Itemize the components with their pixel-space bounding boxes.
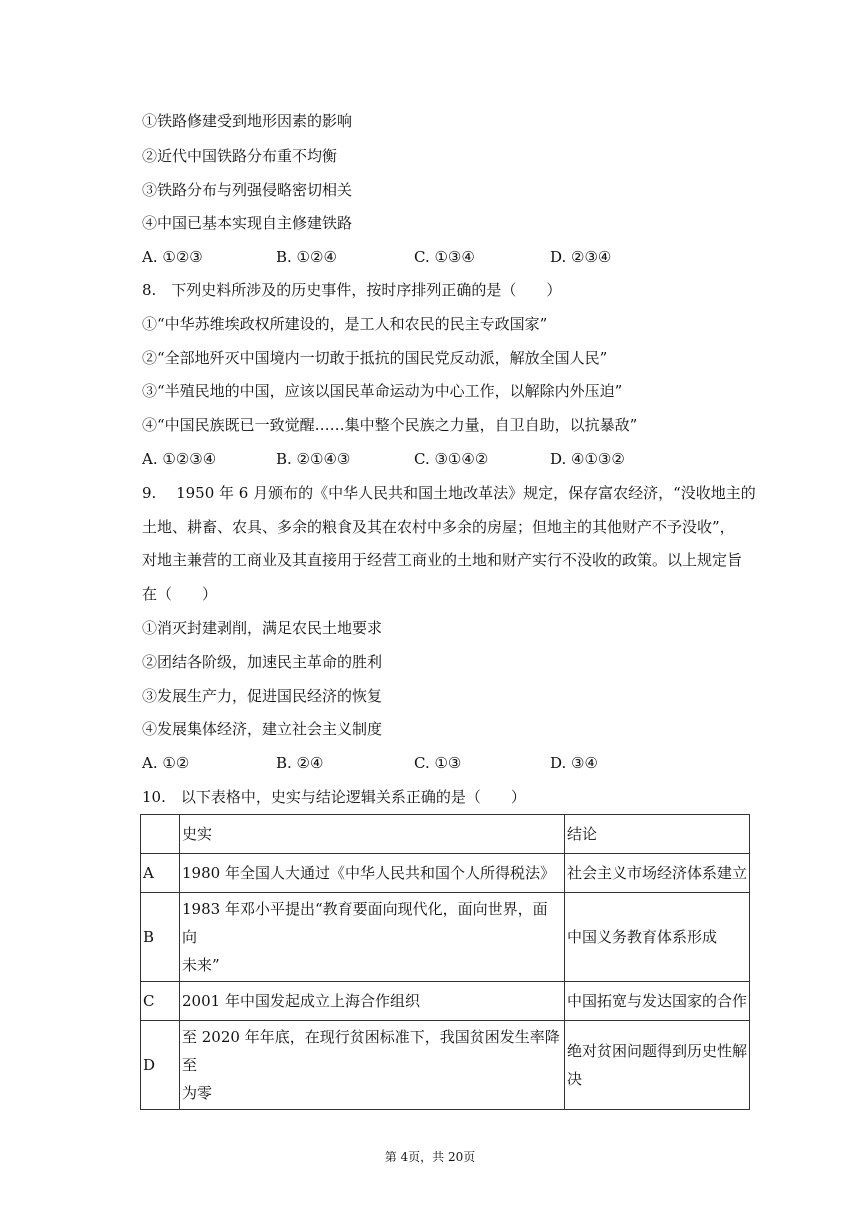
row-fact-line: 至 2020 年年底，在现行贫困标准下，我国贫困发生率降至 <box>182 1028 560 1074</box>
q8-option-d[interactable]: D. ④①③② <box>550 450 625 468</box>
table-header-cell-fact: 史实 <box>180 815 565 854</box>
row-fact: 2001 年中国发起成立上海合作组织 <box>180 982 565 1021</box>
table-row <box>141 982 750 1021</box>
row-fact <box>180 893 565 982</box>
q10-stem: 10. 以下表格中，史实与结论逻辑关系正确的是（ ） <box>142 788 526 806</box>
q7-option-a[interactable]: A. ①②③ <box>142 248 203 266</box>
q7-option-b[interactable]: B. ①②④ <box>276 248 337 266</box>
q8-stem: 8. 下列史料所涉及的历史事件，按时序排列正确的是（ ） <box>142 281 562 299</box>
q9-stem-line-1: 9. 1950 年 6 月颁布的《中华人民共和国土地改革法》规定，保存富农经济，“没收地主的 <box>142 484 756 502</box>
row-label: D <box>141 1021 180 1110</box>
q9-stem-line-3: 对地主兼营的工商业及其直接用于经营工商业的土地和财产实行不没收的政策。以上规定旨 <box>142 551 743 569</box>
row-conclusion: 中国拓宽与发达国家的合作 <box>565 982 750 1021</box>
q8-item-1: ①“中华苏维埃政权所建设的，是工人和农民的民主专政国家” <box>142 315 548 333</box>
row-conclusion-line: 决 <box>567 1070 583 1088</box>
row-label: C <box>141 982 180 1021</box>
row-fact-line: 未来” <box>182 956 220 974</box>
table-header-cell-conclusion: 结论 <box>565 815 750 854</box>
q9-option-a[interactable]: A. ①② <box>142 754 190 772</box>
q9-option-c[interactable]: C. ①③ <box>414 754 462 772</box>
table-header-row <box>141 815 750 854</box>
q7-options <box>142 247 782 267</box>
q9-item-4: ④发展集体经济，建立社会主义制度 <box>142 720 383 738</box>
q8-options <box>142 449 782 469</box>
row-fact <box>180 1021 565 1110</box>
row-conclusion: 中国义务教育体系形成 <box>565 893 750 982</box>
q9-options <box>142 753 782 773</box>
table-row <box>141 854 750 893</box>
q8-item-4: ④“中国民族既已一致觉醒……集中整个民族之力量，自卫自助，以抗暴敌” <box>142 416 638 434</box>
row-conclusion: 社会主义市场经济体系建立 <box>565 854 750 893</box>
q7-item-4: ④中国已基本实现自主修建铁路 <box>142 214 353 232</box>
q9-stem-line-2: 土地、耕畜、农具、多余的粮食及其在农村中多余的房屋；但地主的其他财产不予没收”， <box>142 518 735 536</box>
q8-option-c[interactable]: C. ③①④② <box>414 450 489 468</box>
q8-item-2: ②“全部地歼灭中国境内一切敢于抵抗的国民党反动派，解放全国人民” <box>142 349 608 367</box>
q9-item-2: ②团结各阶级，加速民主革命的胜利 <box>142 653 383 671</box>
row-label: B <box>141 893 180 982</box>
row-fact: 1980 年全国人大通过《中华人民共和国个人所得税法》 <box>180 854 565 893</box>
row-fact-line: 1983 年邓小平提出“教育要面向现代化，面向世界，面向 <box>182 900 548 946</box>
q7-item-2: ②近代中国铁路分布重不均衡 <box>142 147 338 165</box>
q9-stem-line-4: 在（ ） <box>142 585 218 603</box>
q7-item-3: ③铁路分布与列强侵略密切相关 <box>142 181 353 199</box>
row-fact-line: 为零 <box>182 1084 213 1102</box>
q8-item-3: ③“半殖民地的中国，应该以国民革命运动为中心工作，以解除内外压迫” <box>142 382 623 400</box>
row-conclusion <box>565 1021 750 1110</box>
table-row <box>141 1021 750 1110</box>
q8-option-b[interactable]: B. ②①④③ <box>276 450 351 468</box>
q10-table <box>140 814 750 1110</box>
q9-item-1: ①消灭封建剥削，满足农民土地要求 <box>142 619 383 637</box>
q7-option-c[interactable]: C. ①③④ <box>414 248 475 266</box>
table-header-cell-label <box>141 815 180 854</box>
table-row <box>141 893 750 982</box>
q9-option-d[interactable]: D. ③④ <box>550 754 598 772</box>
row-conclusion-line: 绝对贫困问题得到历史性解 <box>567 1042 748 1060</box>
q9-option-b[interactable]: B. ②④ <box>276 754 324 772</box>
q8-option-a[interactable]: A. ①②③④ <box>142 450 217 468</box>
row-label: A <box>141 854 180 893</box>
q9-item-3: ③发展生产力，促进国民经济的恢复 <box>142 687 383 705</box>
page-footer: 第 4页，共 20页 <box>384 1150 476 1164</box>
q7-option-d[interactable]: D. ②③④ <box>550 248 612 266</box>
q7-item-1: ①铁路修建受到地形因素的影响 <box>142 112 353 130</box>
